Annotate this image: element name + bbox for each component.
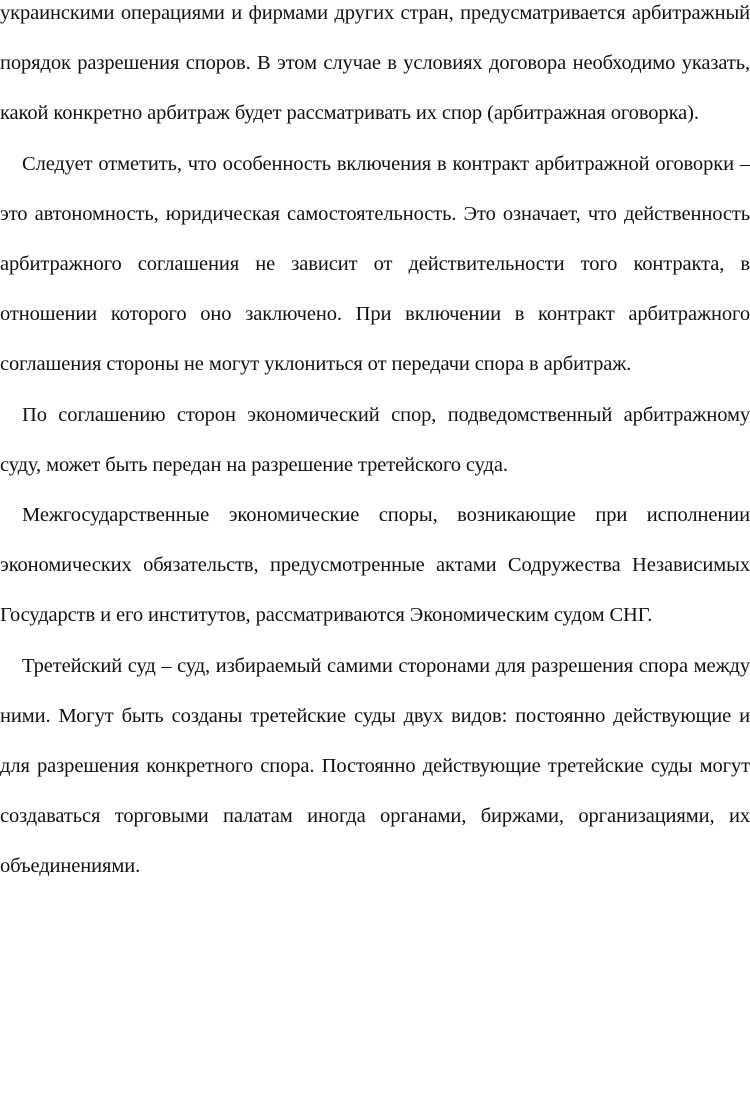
paragraph-cis-economic-court: Межгосударственные экономические споры, возникающие при исполнении экономических обязательств, предусмотренные актами Содружества Независимых Государств и его институтов, рассматриваются Экономическим судом СНГ. bbox=[0, 504, 750, 627]
paragraph-arbitral-tribunal-definition: Третейский суд – суд, избираемый самими сторонами для разрешения спора между ними. Могут быть созданы третейские суды двух видов: постоянно действующие и для разрешения конкретного спора. Постоянно действующие третейские суды могут создаваться торговыми палатам иногда органами, биржами, организациями, их объединениями. bbox=[0, 654, 750, 878]
paragraph-arbitration-clause-intro: украинскими операциями и фирмами других стран, предусматривается арбитражный порядок разрешения споров. В этом случае в условиях договора необходимо указать, какой конкретно арбитраж будет рассматривать их спор (арбитражная оговорка). bbox=[0, 2, 750, 125]
paragraph-arbitral-tribunal-referral: По соглашению сторон экономический спор, подведомственный арбитражному суду, может быть передан на разрешение третейского суда. bbox=[0, 403, 750, 476]
paragraph-arbitration-clause-autonomy: Следует отметить, что особенность включения в контракт арбитражной оговорки – это автономность, юридическая самостоятельность. Это означает, что действенность арбитражного соглашения не зависит от действительности того контракта, в отношении которого оно заключено. При включении в контракт арбитражного соглашения стороны не могут уклониться от передачи спора в арбитраж. bbox=[0, 152, 750, 376]
